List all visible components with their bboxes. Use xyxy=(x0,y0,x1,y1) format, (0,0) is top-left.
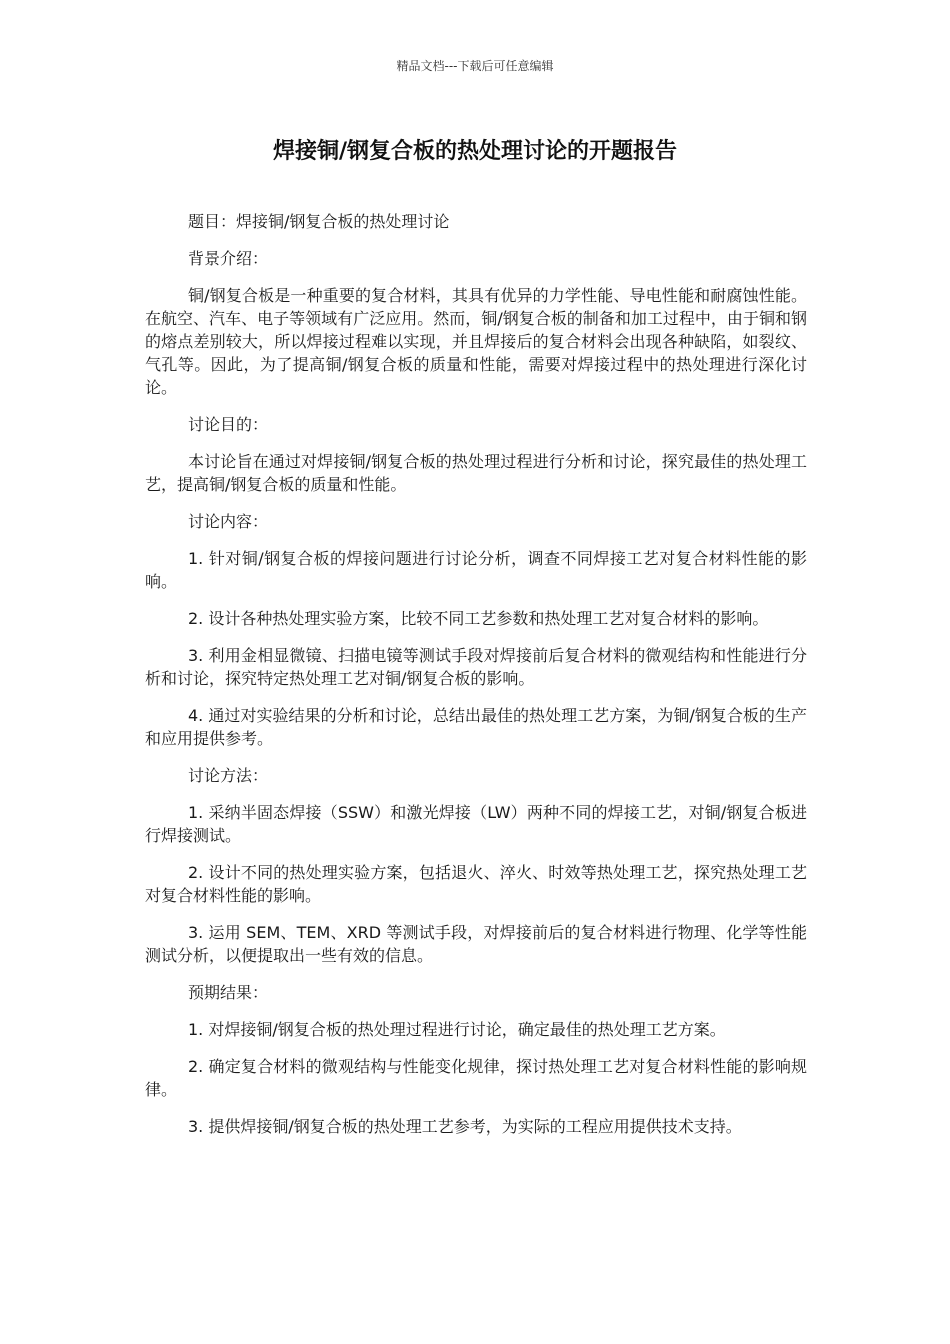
result-item-3: 3. 提供焊接铜/钢复合板的热处理工艺参考，为实际的工程应用提供技术支持。 xyxy=(188,1117,742,1136)
section-heading-background: 背景介绍： xyxy=(188,249,269,268)
method-item-1: 1. 采纳半固态焊接（SSW）和激光焊接（LW）两种不同的焊接工艺，对铜/钢复合板进行焊接测试。 xyxy=(145,803,807,845)
section-heading-content: 讨论内容： xyxy=(188,512,269,531)
purpose-paragraph: 本讨论旨在通过对焊接铜/钢复合板的热处理过程进行分析和讨论，探究最佳的热处理工艺，提高铜/钢复合板的质量和性能。 xyxy=(145,452,807,494)
section-heading-purpose: 讨论目的： xyxy=(188,415,269,434)
section-heading-expected-results: 预期结果： xyxy=(188,983,269,1002)
content-item-2: 2. 设计各种热处理实验方案，比较不同工艺参数和热处理工艺对复合材料的影响。 xyxy=(188,609,769,628)
method-item-2: 2. 设计不同的热处理实验方案，包括退火、淬火、时效等热处理工艺，探究热处理工艺对复合材料性能的影响。 xyxy=(145,863,807,905)
result-item-2: 2. 确定复合材料的微观结构与性能变化规律，探讨热处理工艺对复合材料性能的影响规律。 xyxy=(145,1057,807,1099)
method-item-3: 3. 运用 SEM、TEM、XRD 等测试手段，对焊接前后的复合材料进行物理、化学等性能测试分析，以便提取出一些有效的信息。 xyxy=(145,923,807,965)
content-item-4: 4. 通过对实验结果的分析和讨论，总结出最佳的热处理工艺方案，为铜/钢复合板的生产和应用提供参考。 xyxy=(145,706,807,748)
result-item-1: 1. 对焊接铜/钢复合板的热处理过程进行讨论，确定最佳的热处理工艺方案。 xyxy=(188,1020,726,1039)
topic-line: 题目：焊接铜/钢复合板的热处理讨论 xyxy=(188,212,450,231)
document-title: 焊接铜/钢复合板的热处理讨论的开题报告 xyxy=(272,139,678,164)
content-item-1: 1. 针对铜/钢复合板的焊接问题进行讨论分析，调查不同焊接工艺对复合材料性能的影响。 xyxy=(145,549,807,591)
background-paragraph: 铜/钢复合板是一种重要的复合材料，其具有优异的力学性能、导电性能和耐腐蚀性能。在航空、汽车、电子等领域有广泛应用。然而，铜/钢复合板的制备和加工过程中，由于铜和钢的熔点差别较大，所以焊接过程难以实现，并且焊接后的复合材料会出现各种缺陷，如裂纹、气孔等。因此，为了提高铜/钢复合板的质量和性能，需要对焊接过程中的热处理进行深化讨论。 xyxy=(145,286,807,397)
section-heading-methods: 讨论方法： xyxy=(188,766,269,785)
content-item-3: 3. 利用金相显微镜、扫描电镜等测试手段对焊接前后复合材料的微观结构和性能进行分析和讨论，探究特定热处理工艺对铜/钢复合板的影响。 xyxy=(145,646,807,688)
document-body xyxy=(145,210,807,1152)
header-note: 精品文档---下载后可任意编辑 xyxy=(396,59,554,73)
